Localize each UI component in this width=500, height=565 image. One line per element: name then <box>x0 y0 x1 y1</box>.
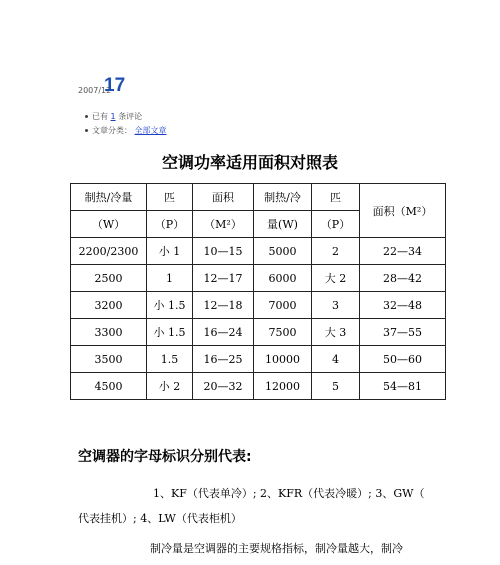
table-cell: 3200 <box>71 292 147 319</box>
header-cell: 面积（M²） <box>360 184 446 238</box>
table-row <box>71 346 446 373</box>
table-cell: 4500 <box>71 373 147 400</box>
table-cell: 4 <box>312 346 360 373</box>
category-link[interactable]: 全部文章 <box>134 126 167 135</box>
power-area-table <box>70 183 446 400</box>
table-cell: 12—17 <box>193 265 254 292</box>
cooling-capacity-paragraph: 制冷量是空调器的主要规格指标，制冷量越大，制冷 <box>150 542 403 555</box>
table-cell: 小 1.5 <box>147 319 193 346</box>
header-cell: 量(W) <box>254 211 312 238</box>
header-cell: 制热/冷 <box>254 184 312 211</box>
header-cell: （P） <box>312 211 360 238</box>
table-cell: 54—81 <box>360 373 446 400</box>
table-row <box>71 265 446 292</box>
table-cell: 10000 <box>254 346 312 373</box>
table-cell: 2500 <box>71 265 147 292</box>
table-row <box>71 373 446 400</box>
category-label: 文章分类： <box>92 126 132 135</box>
header-cell: 匹 <box>147 184 193 211</box>
table-cell: 2 <box>312 238 360 265</box>
category-line <box>92 124 167 138</box>
table-cell: 20—32 <box>193 373 254 400</box>
table-cell: 28—42 <box>360 265 446 292</box>
post-meta <box>92 110 167 138</box>
table-cell: 3 <box>312 292 360 319</box>
header-cell: （P） <box>147 211 193 238</box>
paragraph-line: 1、KF（代表单冷）; 2、KFR（代表冷暖）; 3、GW（ <box>153 487 425 500</box>
table-cell: 22—34 <box>360 238 446 265</box>
table-cell: 12000 <box>254 373 312 400</box>
bullet-icon <box>85 115 88 118</box>
letter-code-paragraph <box>78 481 448 531</box>
post-date-day: 17 <box>104 75 126 96</box>
table-cell: 6000 <box>254 265 312 292</box>
header-cell: 匹 <box>312 184 360 211</box>
table-cell: 50—60 <box>360 346 446 373</box>
header-cell: （M²） <box>193 211 254 238</box>
table-cell: 10—15 <box>193 238 254 265</box>
table-cell: 小 1 <box>147 238 193 265</box>
table-cell: 16—25 <box>193 346 254 373</box>
table-title: 空调功率适用面积对照表 <box>161 153 338 172</box>
section-heading: 空调器的字母标识分别代表: <box>78 449 252 465</box>
table-cell: 5 <box>312 373 360 400</box>
table-cell: 大 3 <box>312 319 360 346</box>
comments-count-link[interactable]: 1 <box>110 112 116 121</box>
table-cell: 2200/2300 <box>71 238 147 265</box>
table-cell: 1.5 <box>147 346 193 373</box>
table-cell: 大 2 <box>312 265 360 292</box>
header-cell: 制热/冷量 <box>71 184 147 211</box>
table-cell: 小 2 <box>147 373 193 400</box>
comments-prefix: 已有 <box>92 112 108 121</box>
table-row <box>71 238 446 265</box>
header-cell: 面积 <box>193 184 254 211</box>
header-cell: （W） <box>71 211 147 238</box>
table-cell: 16—24 <box>193 319 254 346</box>
comments-suffix: 条评论 <box>118 112 143 121</box>
table-cell: 12—18 <box>193 292 254 319</box>
table-cell: 32—48 <box>360 292 446 319</box>
table-row <box>71 319 446 346</box>
table-cell: 7000 <box>254 292 312 319</box>
comments-line <box>92 110 167 124</box>
table-cell: 37—55 <box>360 319 446 346</box>
table-cell: 小 1.5 <box>147 292 193 319</box>
table-cell: 3500 <box>71 346 147 373</box>
paragraph-line: 代表挂机）; 4、LW（代表柜机） <box>78 512 242 525</box>
post-date-year-month: 2007/12 <box>78 86 112 95</box>
table-cell: 3300 <box>71 319 147 346</box>
table-header-row <box>71 184 446 211</box>
table-row <box>71 292 446 319</box>
table-cell: 7500 <box>254 319 312 346</box>
bullet-icon <box>85 129 88 132</box>
table-cell: 1 <box>147 265 193 292</box>
table-cell: 5000 <box>254 238 312 265</box>
